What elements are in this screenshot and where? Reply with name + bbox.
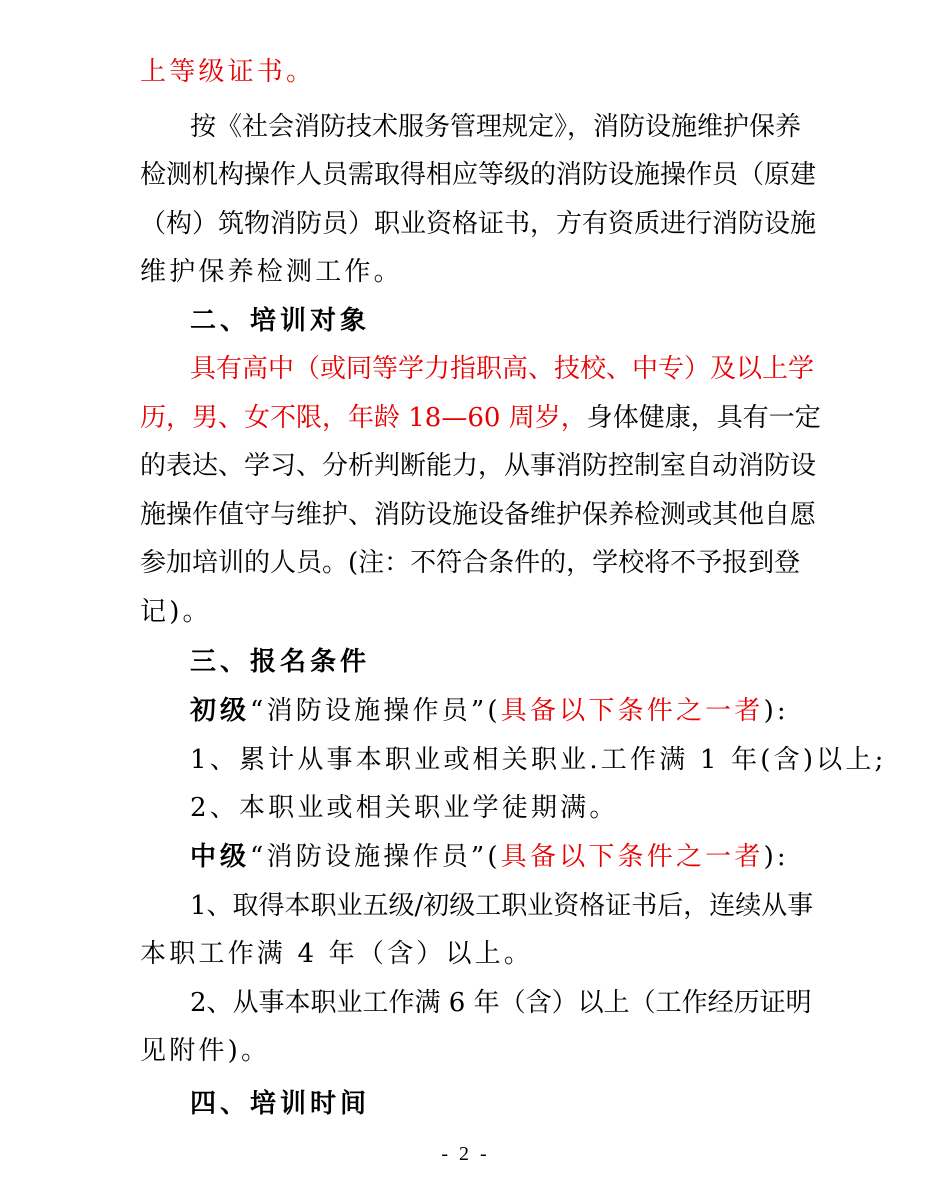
paragraph-line — [190, 110, 802, 144]
text-segment: 参加培训的人员。(注：不符合条件的，学校将不予报到登 — [140, 548, 801, 578]
section-heading-text: 四、培训时间 — [190, 1089, 371, 1119]
level-label: 中级 — [190, 842, 251, 872]
text-segment: ): — [763, 842, 789, 872]
text-segment: 检测机构操作人员需取得相应等级的消防设施操作员（原建 — [140, 160, 817, 190]
list-item — [190, 743, 887, 777]
paragraph-line — [140, 449, 817, 483]
level-label: 初级 — [190, 696, 251, 726]
text-segment: 具备以下条件之一者 — [500, 842, 764, 872]
text-segment: 的表达、学习、分析判断能力，从事消防控制室自动消防设 — [140, 451, 817, 481]
section-heading-text: 二、培训对象 — [190, 306, 371, 336]
text-segment: ): — [763, 696, 789, 726]
paragraph-line — [140, 207, 817, 241]
paragraph-line — [140, 937, 791, 971]
text-segment: “消防设施操作员”( — [250, 842, 501, 872]
text-segment: 身体健康，具有一定 — [586, 403, 821, 433]
text-segment: 维护保养检测工作。 — [140, 257, 403, 287]
text-segment: 历，男、女不限，年龄 18—60 周岁， — [140, 403, 587, 433]
text-segment: 1、取得本职业五级/初级工职业资格证书后，连续从事 — [190, 891, 814, 921]
paragraph-line — [140, 498, 817, 532]
list-item — [190, 791, 791, 825]
paragraph-line — [140, 595, 791, 629]
text-segment: （构）筑物消防员）职业资格证书，方有资质进行消防设施 — [140, 209, 817, 239]
section-heading-text: 三、报名条件 — [190, 647, 371, 677]
section-heading — [190, 1087, 791, 1121]
section-heading — [190, 304, 791, 338]
text-segment: 见附件)。 — [140, 1036, 271, 1066]
text-segment: 2、从事本职业工作满 6 年（含）以上（工作经历证明 — [190, 988, 812, 1018]
text-segment: 2、本职业或相关职业学徒期满。 — [190, 793, 619, 823]
paragraph-line — [140, 401, 821, 435]
paragraph-line — [190, 840, 791, 874]
list-item — [190, 889, 814, 923]
text-segment: 按《社会消防技术服务管理规定》，消防设施维护保养 — [190, 112, 802, 142]
list-item — [190, 986, 812, 1020]
paragraph-line — [190, 694, 791, 728]
paragraph-line — [190, 352, 815, 386]
text-segment: 本职工作满 4 年（含）以上。 — [140, 939, 534, 969]
text-segment: “消防设施操作员”( — [250, 696, 501, 726]
section-heading — [190, 645, 791, 679]
paragraph-line — [140, 546, 801, 580]
paragraph-line — [140, 55, 791, 89]
text-segment: 上等级证书。 — [140, 57, 316, 87]
paragraph-line — [140, 158, 817, 192]
text-segment: 施操作值守与维护、消防设施设备维护保养检测或其他自愿 — [140, 500, 817, 530]
text-segment: 具有高中（或同等学力指职高、技校、中专）及以上学 — [190, 354, 815, 384]
text-segment: 1、累计从事本职业或相关职业.工作满 1 年(含)以上; — [190, 745, 887, 775]
paragraph-line — [140, 255, 791, 289]
page-number: - 2 - — [441, 1143, 490, 1165]
text-segment: 具备以下条件之一者 — [500, 696, 764, 726]
paragraph-line — [140, 1034, 791, 1068]
text-segment: 记)。 — [140, 597, 212, 627]
